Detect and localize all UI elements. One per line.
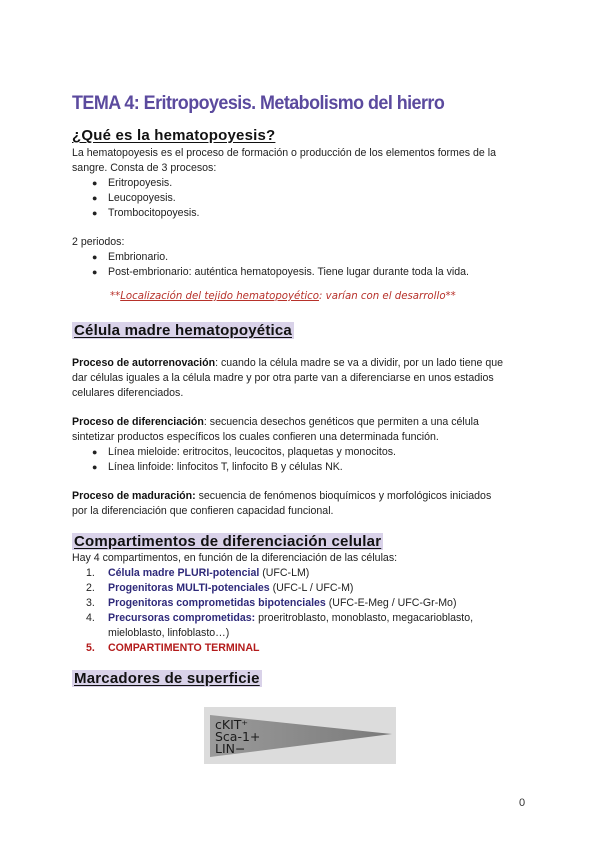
term-label: Proceso de maduración: — [72, 490, 196, 502]
marker-label: Sca-1+ — [215, 729, 261, 744]
periods-label: 2 periodos: — [72, 236, 125, 248]
bullet-icon: ● — [92, 178, 98, 188]
section-heading-celula-madre: Célula madre hematopoyética — [74, 322, 292, 339]
bullet-icon: ● — [92, 267, 98, 277]
compartimentos-intro: Hay 4 compartimentos, en función de la diferenciación de las células: — [72, 552, 398, 564]
section-heading-hematopoyesis: ¿Qué es la hematopoyesis? — [72, 127, 276, 144]
term-label: Proceso de diferenciación — [72, 416, 204, 428]
term-label: Proceso de autorrenovación — [72, 357, 216, 369]
maduracion-paragraph: Proceso de maduración: secuencia de fenómenos bioquímicos y morfológicos iniciados por la diferenciación que confieren capacidad funcional. — [72, 490, 492, 517]
diferenciacion-paragraph: Proceso de diferenciación: secuencia desechos genéticos que permiten a una célula sintetizar productos específicos los cuales confieren una determinada función. — [72, 416, 479, 443]
bullet-icon: ● — [92, 447, 98, 457]
hematopoyesis-paragraph — [72, 146, 532, 176]
autorrenovacion-paragraph: Proceso de autorrenovación: cuando la célula madre se va a dividir, por un lado tiene que dar células iguales a la célula madre y por otra parte van a diferenciarse en unos estadios celulares diferenciados. — [72, 357, 504, 399]
section-heading-marcadores: Marcadores de superficie — [74, 670, 260, 687]
document-page: TEMA 4: Eritropoyesis. Metabolismo del hierro ¿Qué es la hematopoyesis? La hematopoyesis es el proceso de formación o producción de los elementos formes de la sangre. Consta de 3 procesos: ● Eritropoyesis. ● Leucopoyesis. ● Trombocitopoyesis. 2 periodos: ● Embrionario. ● Post-embrionario: auténtica hematopoyesis. Tiene lugar durante toda la vida. **Localización del tejido hematopoyético: varían con el desarrollo** Célula madre hematopoyética Proceso de autorrenovación: cuando la célula madre se va a dividir, por un lado tiene que dar células iguales a la célula madre y por otra parte van a diferenciarse en unos estadios celulares diferenciados. Proceso de diferenciación: secuencia desechos genéticos que permiten a una célula sintetizar productos específicos los cuales confieren una determinada función. ● Línea mieloide: eritrocitos, leucocitos, plaquetas y monocitos. ● Línea linfoide: linfocitos T, linfocito B y células NK. Proceso de maduración: secuencia de fenómenos bioquímicos y morfológicos iniciados por la diferenciación que confieren capacidad funcional. Compartimentos de diferenciación celular Hay 4 compartimentos, en función de la diferenciación de las células: 1. Célula madre PLURI-potencial (UFC-LM) 2. Progenitoras MULTI-potenciales (UFC-L / UFC-M) 3. Progenitoras comprometidas bipotenciales (UFC-E-Meg / UFC-Gr-Mo) 4. Precursoras comprometidas: proeritroblasto, monoblasto, megacarioblasto, mieloblasto, linfoblasto…) 5. COMPARTIMENTO TERMINAL Marcadores de superficie cKIT⁺ Sca-1+ LIN− 0 — [0, 0, 600, 848]
bullet-icon: ● — [92, 252, 98, 262]
section-heading-compartimentos: Compartimentos de diferenciación celular — [74, 533, 382, 550]
surface-markers-image — [204, 707, 396, 764]
note-link[interactable]: Localización del tejido hematopoyético — [120, 291, 319, 302]
bullet-icon: ● — [92, 208, 98, 218]
bullet-icon: ● — [92, 462, 98, 472]
marker-label: LIN− — [215, 741, 246, 756]
note-localizacion: **Localización del tejido hematopoyético: varían con el desarrollo** — [110, 291, 456, 302]
bullet-icon: ● — [92, 193, 98, 203]
page-title: TEMA 4: Eritropoyesis. Metabolismo del hierro — [72, 92, 445, 114]
paragraph-line: La hematopoyesis es el proceso de formación o producción de los elementos formes de la — [72, 147, 496, 159]
page-number: 0 — [519, 797, 526, 809]
marker-labels — [215, 719, 260, 755]
paragraph-line: sangre. Consta de 3 procesos: — [72, 162, 217, 174]
marker-label: cKIT⁺ — [215, 717, 248, 732]
